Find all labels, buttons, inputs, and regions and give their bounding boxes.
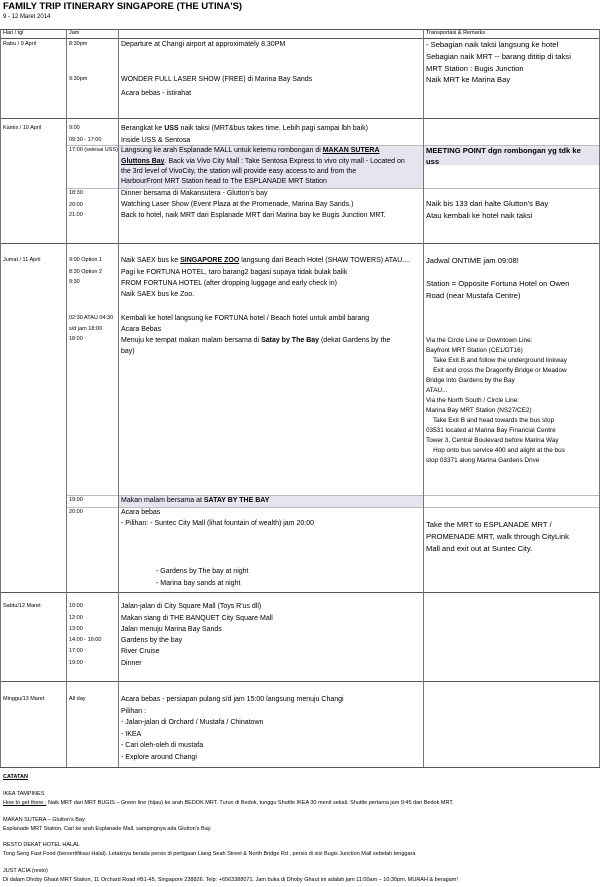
remark-text: Via the North South / Circle Line: (426, 397, 519, 404)
notes-resto-title: RESTO DEKAT HOTEL HALAL (3, 842, 80, 848)
time-cell: All day (69, 696, 86, 702)
notes-ikea-title: IKEA TAMPINES (3, 791, 45, 797)
activity-text: WONDER FULL LASER SHOW (FREE) di Marina Bay Sands (121, 76, 313, 83)
activity-text: - Cari oleh-oleh di mustafa (121, 742, 204, 749)
activity-text (121, 257, 410, 264)
activity-bold: Satay by The Bay (261, 337, 320, 344)
notes-just-title: JUST ACIA (resto) (3, 868, 48, 874)
notes-how-label: How to get there : (3, 800, 47, 806)
header-remarks: Transportasi & Remarks (426, 30, 486, 36)
activity-text: Acara Bebas (121, 326, 162, 333)
activity-text: Back to hotel, naik MRT dari Esplanade MRT dari Marina bay ke Bugis Junction MRT. (121, 212, 386, 219)
time-cell: 19:00 (69, 660, 83, 666)
activity-text: Jalan-jalan di City Square Mall (Toys R'us dll) (121, 603, 262, 610)
time-cell: 02:30 ATAU 04:30 (69, 315, 114, 321)
remark-text: Sebagian naik MRT -- barang dititip di taksi (426, 52, 571, 61)
remark-text: MRT Station : Bugis Junction (426, 64, 524, 73)
time-cell: 19:00 (69, 497, 83, 503)
activity-bold: SATAY BY THE BAY (203, 497, 270, 504)
activity-text (121, 337, 390, 344)
remark-text: PROMENADE MRT, walk through CityLink (426, 532, 569, 541)
remark-text: Hop onto bus service 400 and alight at the bus (426, 447, 565, 454)
remark-text: Station = Opposite Fortuna Hotel on Owen (426, 279, 570, 288)
remark-text: stop 03371 along Marina Gardens Drive (426, 457, 540, 464)
activity-text: Naik SAEX bus ke Zoo. (121, 291, 195, 298)
activity-segment: Berangkat ke (121, 125, 165, 132)
activity-text: Dinner bersama di Makansutera - Glutton's bay (121, 190, 268, 197)
activity-text: - Pilihan: - Suntec City Mall (lihat fountain of wealth) jam 20:00 (121, 520, 314, 527)
day-label: Kamis / 10 April (3, 125, 42, 131)
remark-text: Marina Bay MRT Station (NS27/CE2) (426, 407, 532, 414)
activity-text: Acara bebas - istirahat (121, 90, 192, 97)
activity-segment: Langsung ke arah Esplanade MALL untuk ketemu rombongan di (121, 147, 323, 154)
activity-text: - Explore around Changi (121, 754, 197, 761)
notes-ikea-directions (3, 801, 454, 807)
activity-bold: MAKAN SUTERA (322, 147, 380, 154)
remark-text: Naik bis 133 dari halte Glutton's Bay (426, 199, 549, 208)
activity-text: Kembali ke hotel langsung ke FORTUNA hotel / Beach hotel untuk ambil barang (121, 315, 370, 322)
activity-text: Pilihan : (121, 708, 146, 715)
activity-text: Departure at Changi airport at approximately 8.30PM (121, 41, 286, 48)
time-cell: 9:00 Option 1 (69, 257, 103, 263)
remark-text: Naik MRT ke Marina Bay (426, 75, 511, 84)
activity-bold: Gluttons Bay (121, 158, 165, 165)
day-label: Sabtu/12 Maret (3, 603, 41, 609)
activity-text: Jalan menuju Marina Bay Sands (121, 626, 222, 633)
remark-text: Take the MRT to ESPLANADE MRT / (426, 520, 552, 529)
activity-text (121, 147, 380, 154)
row-border-d2 (0, 243, 600, 244)
remark-text: - Sebagian naik taksi langsung ke hotel (426, 40, 559, 49)
remark-text: Bayfront MRT Station (CE1/DT16) (426, 347, 523, 354)
activity-text: Dinner (121, 660, 142, 667)
document-title: FAMILY TRIP ITINERARY SINGAPORE (THE UTINA'S) (3, 1, 243, 12)
time-cell: 9:30 (69, 279, 80, 285)
activity-text: Makan siang di THE BANQUET City Square Mall (121, 615, 273, 622)
activity-text: - Gardens by The bay at night (156, 568, 249, 575)
activity-text: River Cruise (121, 648, 160, 655)
time-cell: 10:00 (69, 603, 83, 609)
inner-row-line (66, 507, 600, 508)
activity-segment: Menuju ke tempat makan malam bersama di (121, 337, 262, 344)
day-label: Jumat / 11 April (3, 257, 41, 263)
remark-text: Take Exit B and follow the underground linkway (426, 357, 567, 364)
row-border-d3 (0, 592, 600, 593)
time-cell: s/d jam 18:00 (69, 326, 103, 332)
activity-text: Gardens by the bay (121, 637, 183, 644)
time-cell: 17:00 (69, 648, 83, 654)
activity-bold: SINGAPORE ZOO (180, 257, 240, 264)
activity-segment: Naik SAEX bus ke (121, 257, 181, 264)
notes-makan-text: Esplanade MRT Station. Cari ke arah Esplanade Mall, sampingnya ada Glutton's Bay. (3, 826, 212, 832)
remark-text: Atau kembali ke hotel naik taksi (426, 211, 533, 220)
activity-text: bay) (121, 348, 135, 355)
activity-text: - Marina bay sands at night (156, 580, 241, 587)
row-border-d5 (0, 767, 600, 768)
remark-text: ATAU... (426, 387, 448, 394)
col-divider-day-time (66, 29, 67, 767)
activity-segment: . Back via Vivo City Mall : Take Sentosa Express to vivo city mall - Located on (164, 158, 405, 165)
time-cell: 20:00 (69, 509, 83, 515)
notes-resto-text: Tong Seng Fast Food (bersertifikasi Halal). Letaknya berada persis di pertigaan Liang Seah Street & North Bridge Rd , persis di sisi Bugis Junction Mall sebelah tenggara (3, 851, 416, 857)
time-cell: 14:00 - 16:00 (69, 637, 102, 643)
row-border-d4 (0, 681, 600, 682)
time-cell: 09:30 - 17:00 (69, 137, 102, 143)
time-cell: 18:30 (69, 190, 83, 196)
activity-text: Pagi ke FORTUNA HOTEL, taro barang2 bagasi supaya tidak bulak balik (121, 269, 348, 276)
remark-text: Road (near Mustafa Centre) (426, 291, 521, 300)
header-time: Jam (69, 30, 80, 36)
activity-text (121, 125, 368, 132)
remark-text: Exit and cross the Dragonfly Bridge or Meadow (426, 367, 567, 374)
notes-just-text: Di dalam Dhoby Ghaut MRT Station, 11 Orchard Road #B1-45, Singapore 238826. Telp: +6563388071. Jam buka di Dhoby Ghaut ini adalah jam 11:00am – 10:30pm. MURAH & beragam! (3, 877, 458, 883)
inner-row-line (66, 188, 600, 189)
notes-heading: CATATAN (3, 774, 28, 780)
activity-text: Inside USS & Sentosa (121, 137, 191, 144)
table-top-border (0, 29, 600, 30)
remark-text: 03531 located at Marina Bay Financial Centre (426, 427, 556, 434)
day-label: Rabu / 9 April (3, 41, 37, 47)
activity-text: FROM FORTUNA HOTEL (after dropping luggage and early check in) (121, 280, 337, 287)
activity-text: HarbourFront MRT Station head to The ESPLANADE MRT Station (121, 178, 327, 185)
activity-text (121, 497, 269, 504)
notes-makan-title: MAKAN SUTERA – Glutton's Bay (3, 817, 85, 823)
time-cell: 13:00 (69, 626, 83, 632)
time-cell: 18:00 (69, 336, 83, 342)
activity-text: the 3rd level of VivoCity, the station will provide easy access to and from the (121, 168, 357, 175)
remark-text: Take Exit B and head towards the bus stop (426, 417, 555, 424)
activity-text: Acara bebas - persiapan pulang s/d jam 15:00 langsung menuju Changi (121, 696, 344, 703)
time-cell: 8:30pm (69, 41, 88, 47)
remark-text: Mall and exit out at Suntec City. (426, 544, 533, 553)
meeting-point-remark: MEETING POINT dgn rombongan yg tdk ke (426, 146, 581, 155)
row-border-d1 (0, 118, 600, 119)
activity-segment: (dekat Gardens by the (319, 337, 391, 344)
header-day: Hari / tgl (3, 30, 24, 36)
activity-text: Watching Laser Show (Event Plaza at the Promenade, Marina Bay Sands.) (121, 201, 354, 208)
activity-text (121, 158, 405, 165)
time-cell: 12:00 (69, 615, 83, 621)
remark-text: Tower 3, Central Boulevard before Marina Way (426, 437, 559, 444)
time-cell: 9:00 (69, 125, 80, 131)
date-range: 9 - 12 Maret 2014 (3, 14, 51, 20)
time-cell: 9:30pm (69, 76, 88, 82)
activity-text: - Jalan-jalan di Orchard / Mustafa / Chinatown (121, 719, 264, 726)
remark-text: Bridge into Gardens by the Bay (426, 377, 515, 384)
day-label: Minggu/13 Maret (3, 696, 45, 702)
activity-bold: USS (164, 125, 179, 132)
col-divider-activity-remarks (423, 29, 424, 767)
time-cell: 21:00 (69, 212, 83, 218)
remark-text: Jadwal ONTIME jam 09:08! (426, 256, 519, 265)
activity-text: Acara bebas (121, 509, 161, 516)
col-divider-time-activity (118, 29, 119, 767)
header-row-border (0, 38, 600, 39)
remark-text: Via the Circle Line or Downtown Line: (426, 337, 533, 344)
time-cell: 17:00 (selesai USS) (69, 147, 118, 153)
notes-how-text: Naik MRT dari MRT BUGIS – Green line (hijau) ke arah BEDOK MRT. Turun di Bedok, tunggu Shuttle IKEA 30 menit sekali. Shuttle pertama jam 9:45 dari Bedok MRT. (46, 800, 454, 806)
time-cell: 8:30 Option 2 (69, 269, 103, 275)
table-left-border (0, 29, 1, 767)
inner-row-line (66, 495, 600, 496)
time-cell: 20:00 (69, 202, 83, 208)
activity-text: - IKEA (121, 731, 142, 738)
activity-segment: naik taksi (MRT&bus takes time. Lebih pagi sampai lbh baik) (178, 125, 368, 132)
meeting-point-remark: uss (426, 157, 440, 166)
activity-segment: langsung dari Beach Hotel (SHAW TOWERS) ATAU.... (239, 257, 411, 264)
activity-segment: Makan malam bersama at (121, 497, 204, 504)
